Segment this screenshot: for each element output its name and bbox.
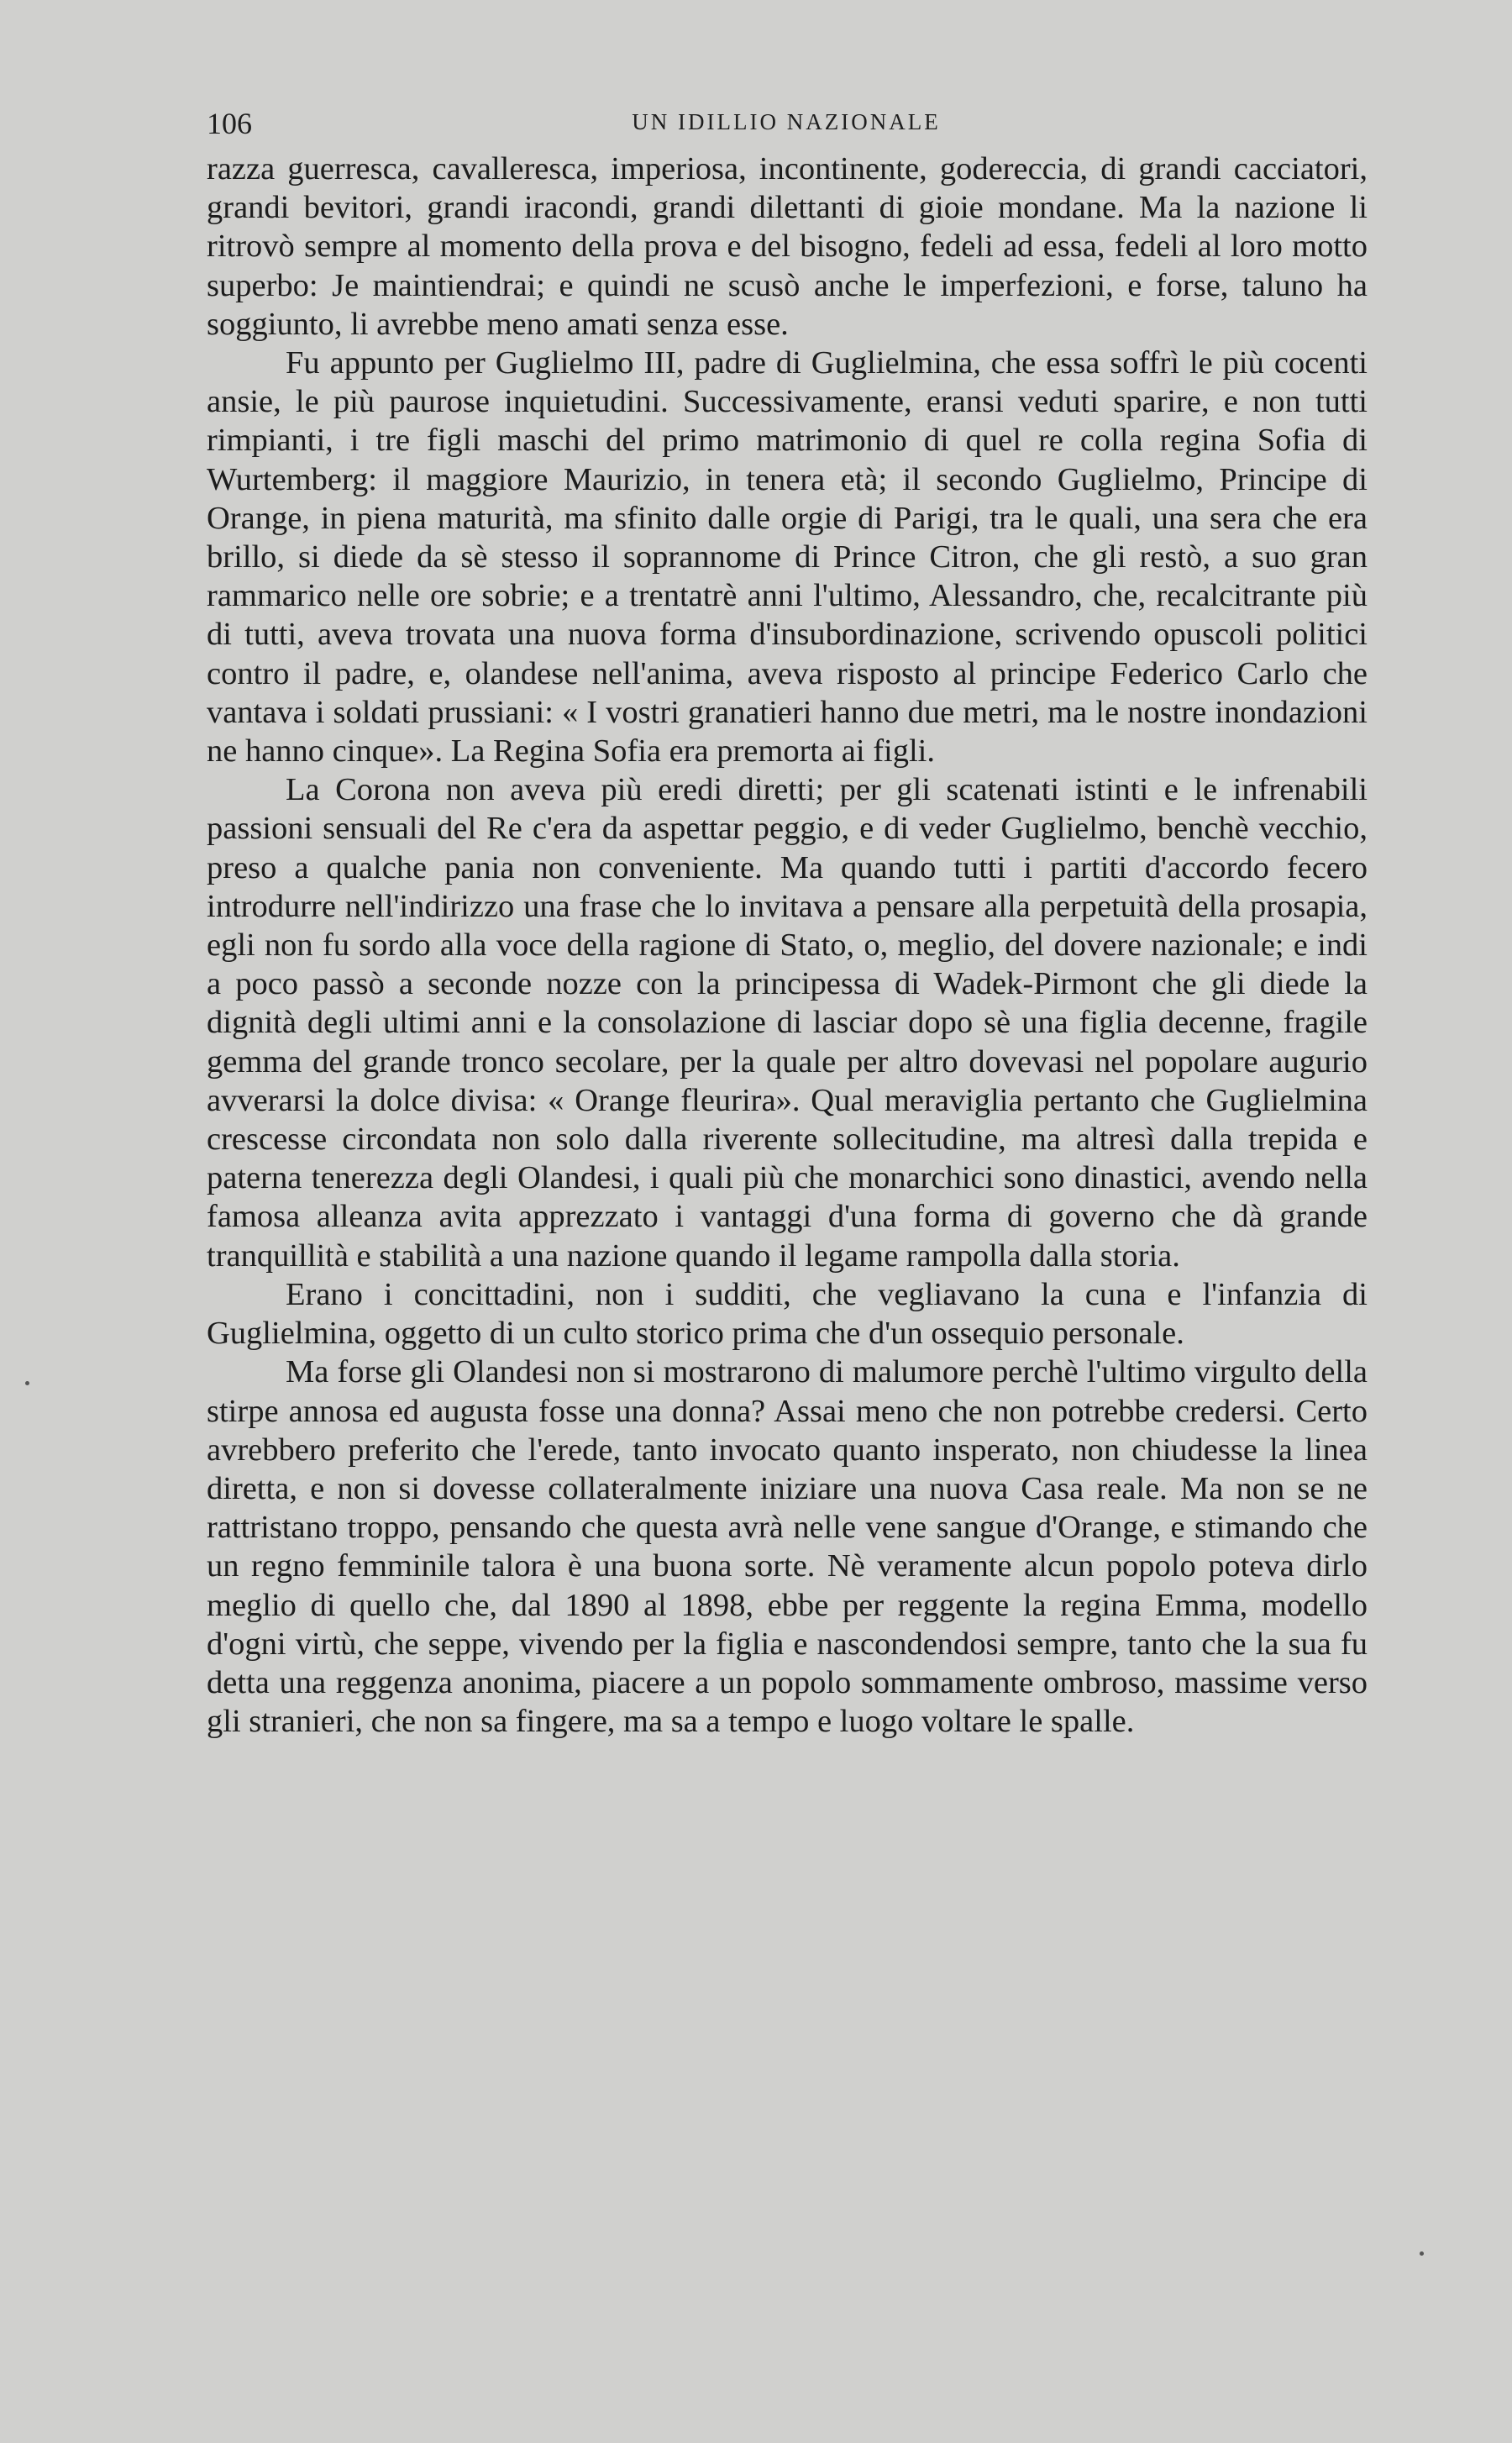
paragraph-1: razza guerresca, cavalleresca, imperiosa, incontinente, godereccia, di grandi cacciatori, grandi bevitori, grandi iracondi, grandi dilettanti di gioie mondane. Ma la nazione li ritrovò sempre al momento della prova e del bisogno, fedeli ad essa, fedeli al loro motto superbo: Je maintiendrai; e quindi ne scusò anche le imperfezioni, e forse, taluno ha soggiunto, li avrebbe meno amati senza esse.: [207, 151, 1368, 342]
body-text: [207, 150, 1368, 1741]
paragraph-3: La Corona non aveva più eredi diretti; per gli scatenati istinti e le infrenabili passioni sensuali del Re c'era da aspettar peggio, e di veder Guglielmo, benchè vecchio, preso a qualche pania non conveniente. Ma quando tutti i partiti d'accordo fecero introdurre nell'indirizzo una frase che lo invitava a pensare alla perpetuità della prosapia, egli non fu sordo alla voce della ragione di Stato, o, meglio, del dovere nazionale; e indi a poco passò a seconde nozze con la principessa di Wadek-Pirmont che gli diede la dignità degli ultimi anni e la consolazione di lasciar dopo sè una figlia decenne, fragile gemma del grande tronco secolare, per la quale per altro dovevasi nel popolare augurio avverarsi la dolce divisa: « Orange fleurira». Qual meraviglia pertanto che Guglielmina crescesse circondata non solo dalla riverente sollecitudine, ma altresì dalla trepida e paterna tenerezza degli Olandesi, i quali più che monarchici sono dinastici, avendo nella famosa alleanza avita apprezzato i vantaggi d'una forma di governo che dà grande tranquillità e stabilità a una nazione quando il legame rampolla dalla storia.: [207, 772, 1368, 1274]
page-number: 106: [207, 107, 252, 140]
running-title: UN IDILLIO NAZIONALE: [632, 109, 941, 134]
paper-speck: [1420, 2251, 1424, 2256]
paragraph-5: Ma forse gli Olandesi non si mostrarono di malumore perchè l'ultimo virgulto della stirpe annosa ed augusta fosse una donna? Assai meno che non potrebbe credersi. Certo avrebbero preferito che l'erede, tanto invocato quanto insperato, non chiudesse la linea diretta, e non si dovesse collateralmente iniziare una nuova Casa reale. Ma non se ne rattristano troppo, pensando che questa avrà nelle vene sangue d'Orange, e stimando che un regno femminile talora è una buona sorte. Nè veramente alcun popolo poteva dirlo meglio di quello che, dal 1890 al 1898, ebbe per reggente la regina Emma, modello d'ogni virtù, che seppe, vivendo per la figlia e nascondendosi sempre, tanto che la sua fu detta una reggenza anonima, piacere a un popolo sommamente ombroso, massime verso gli stranieri, che non sa fingere, ma sa a tempo e luogo voltare le spalle.: [207, 1354, 1368, 1740]
page-header: [207, 106, 1366, 148]
paragraph-2: Fu appunto per Guglielmo III, padre di Guglielmina, che essa soffrì le più cocenti ansie, le più paurose inquietudini. Successivamente, eransi veduti sparire, e non tutti rimpianti, i tre figli maschi del primo matrimonio di quel re colla regina Sofia di Wurtemberg: il maggiore Maurizio, in tenera età; il secondo Guglielmo, Principe di Orange, in piena maturità, ma sfinito dalle orgie di Parigi, tra le quali, una sera che era brillo, si diede da sè stesso il soprannome di Prince Citron, che gli restò, a suo gran rammarico nelle ore sobrie; e a trentatrè anni l'ultimo, Alessandro, che, recalcitrante più di tutti, aveva trovata una nuova forma d'insubordinazione, scrivendo opuscoli politici contro il padre, e, olandese nell'anima, aveva risposto al principe Federico Carlo che vantava i soldati prussiani: « I vostri granatieri hanno due metri, ma le nostre inondazioni ne hanno cinque». La Regina Sofia era premorta ai figli.: [207, 345, 1368, 770]
paper-speck: [25, 1381, 29, 1385]
paragraph-4: Erano i concittadini, non i sudditi, che vegliavano la cuna e l'infanzia di Guglielmina, oggetto di un culto storico prima che d'un ossequio personale.: [207, 1276, 1368, 1352]
